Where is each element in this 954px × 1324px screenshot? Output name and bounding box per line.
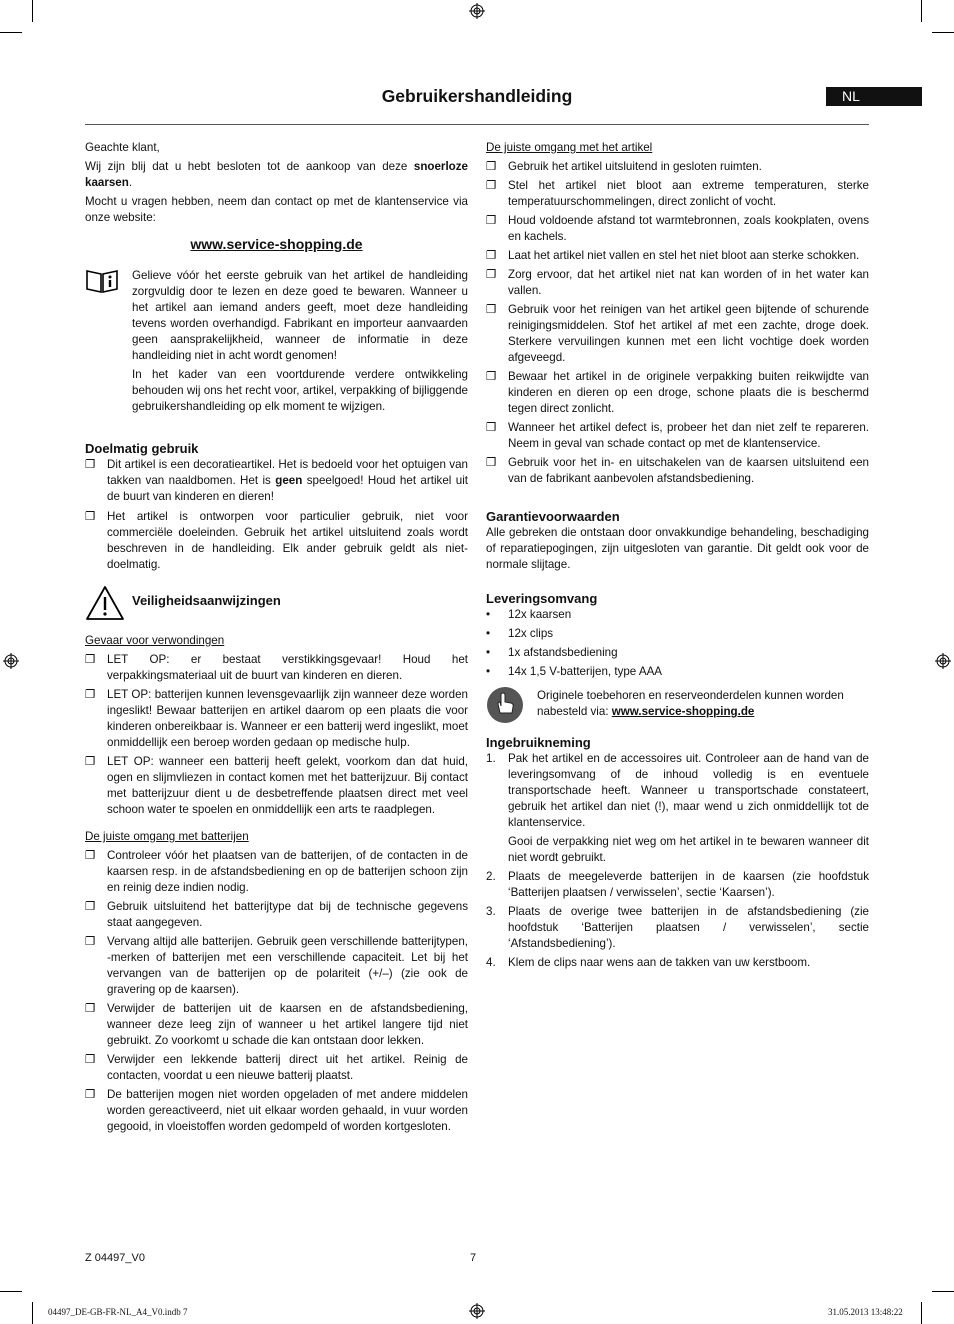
registration-mark-icon [469,3,485,19]
section-title-garantie: Garantievoorwaarden [486,509,620,524]
document-code: Z 04497_V0 [85,1252,145,1264]
step-item: 3. Plaats de overige twee batterijen in de afstandsbediening (zie hoofdstuk ‘Batterijen plaatsen / verwisselen’, sectie ‘Afstandsbediening’). [486,905,869,950]
list-item: ❐ Controleer vóór het plaatsen van de batterijen, of de contacten in de kaarsen resp. in de afstandsbediening en op de batterijen schoon zijn en reinig deze indien nodig. [85,849,468,894]
list-item: ❐ LET OP: batterijen kunnen levensgevaarlijk zijn wanneer deze worden ingeslikt! Bewaar batterijen en artikel daarom op een plaats die voor kinderen onbereikbaar is. Wanneer er een batterij werd ingeslikt, moet onmiddellijk een beroep worden gedaan op medische hulp. [85,688,468,749]
section-title-ingebruik: Ingebruikneming [486,735,591,750]
list-item: ❐ Stel het artikel niet bloot aan extreme temperaturen, sterke temperatuurschommelingen, direct zonlicht of vocht. [486,179,869,208]
step-item: 2. Plaats de meegeleverde batterijen in de kaarsen (zie hoofdstuk ‘Batterijen plaatsen / verwisselen’, sectie ‘Kaarsen’). [486,870,869,899]
list-item: ❐ Verwijder de batterijen uit de kaarsen en de afstandsbediening, wanneer deze leeg zijn of wanneer u het artikel langere tijd niet gebruikt. Zo voorkomt u schade die kan ontstaan door lekken. [85,1002,468,1047]
section-title-doelmatig: Doelmatig gebruik [85,441,199,456]
step-item: 4. Klem de clips naar wens aan de takken van uw kerstboom. [486,956,811,969]
read-manual-icon [85,268,119,294]
safety-heading [85,581,468,621]
list-item: ❐ Houd voldoende afstand tot warmtebronnen, zoals kookplaten, ovens en kachels. [486,214,869,243]
battery-list [85,848,468,1135]
checkbox-bullet-icon: ❐ [85,653,96,666]
section-title-levering: Leveringsomvang [486,591,598,606]
print-timestamp: 31.05.2013 13:48:22 [828,1307,903,1317]
step-item: 1. Pak het artikel en de accessoires uit. Controleer aan de hand van de leveringsomvang of de inhoud volledig is en eventuele transportschade heeft. Wanneer u transportschade constateert, gebruik het artikel dan niet (!), maar wend u zich onmiddellijk tot de klantenservice. Gooi de verpakking niet weg om het artikel in te bewaren wanneer dit niet wordt gebruikt. [486,752,869,864]
list-item: ❐ Gebruik voor het in- en uitschakelen van de kaarsen uitsluitend een van de fabrikant aanbevolen afstandsbediening. [486,456,869,485]
checkbox-bullet-icon: ❐ [486,303,497,316]
greeting: Geachte klant, [85,141,160,154]
checkbox-bullet-icon: ❐ [486,268,497,281]
list-item: ❐ Gebruik voor het reinigen van het artikel geen bijtende of schurende reinigingsmiddelen. Stof het artikel af met een zachte, droge doek. Sterkere vervuilingen kunnen met een licht vochtige doek worden afgeveegd. [486,303,869,364]
checkbox-bullet-icon: ❐ [486,160,497,173]
intro-url-line [85,236,468,252]
crop-mark [0,32,22,33]
crop-mark [32,0,33,22]
list-item: • 12x clips [486,627,554,640]
checkbox-bullet-icon: ❐ [486,370,497,383]
checkbox-bullet-icon: ❐ [486,249,497,262]
list-item: ❐ De batterijen mogen niet worden opgeladen of met andere middelen worden gereactiveerd, niet uit elkaar worden gehaald, in vuur worden gegooid, in vloeistoffen worden gedompeld of worden kortgesloten. [85,1088,468,1133]
list-item: ❐ Dit artikel is een decoratieartikel. Het is bedoeld voor het optuigen van takken van naaldbomen. Het is geen speelgoed! Houd het artikel uit de buurt van kinderen en dieren! [85,458,468,503]
list-item: • 1x afstandsbediening [486,646,618,659]
manual-note [85,268,468,415]
page-number: 7 [470,1252,477,1264]
right-column [486,140,869,971]
checkbox-bullet-icon: ❐ [85,688,96,701]
garantie-text: Alle gebreken die ontstaan door onvakkundige behandeling, beschadiging of reparatiepogingen, zijn uitgesloten van garantie. Dit geldt ook voor de normale slijtage. [486,526,869,571]
subsection-title: De juiste omgang met het artikel [486,141,653,154]
service-url-link[interactable]: www.service-shopping.de [611,705,755,718]
checkbox-bullet-icon: ❐ [85,458,96,471]
list-item: • 14x 1,5 V-batterijen, type AAA [486,665,663,678]
checkbox-bullet-icon: ❐ [85,510,96,523]
manual-note-text-2: In het kader van een voortdurende verdere ontwikkeling behouden wij ons het recht voor, artikel, verpakking of bijliggende gebruikershandleiding op elk moment te wijzigen. [132,368,468,413]
checkbox-bullet-icon: ❐ [85,1088,96,1101]
injury-list [85,652,468,818]
service-url-link[interactable]: www.service-shopping.de [190,236,363,252]
subsection-title: Gevaar voor verwondingen [85,634,225,647]
warning-triangle-icon [85,585,125,621]
steps-list [486,751,869,971]
page-title: Gebruikershandleiding [381,86,573,106]
registration-mark-icon [469,1303,485,1319]
list-item: ❐ Vervang altijd alle batterijen. Gebruik geen verschillende batterijtypen, -merken of batterijen met een verschillende capaciteit. Let bij het vervangen van de batterijen op de polariteit (+/–) (zie ook de gravering op de kaarsen). [85,935,468,996]
header-divider [85,124,869,125]
doelmatig-list [85,457,468,573]
list-item: ❐ LET OP: wanneer een batterij heeft gelekt, voorkom dan dat huid, ogen en slijmvliezen in contact komen met het batterijzuur. Bij contact met batterijzuur dient u de desbetreffende plaatsen direct met veel schoon water te spoelen en onmiddellijk een arts te raadplegen. [85,755,468,816]
registration-mark-icon [935,653,951,669]
list-item: ❐ Het artikel is ontworpen voor particulier gebruik, niet voor commerciële doeleinden. Gebruik het artikel uitsluitend zoals wordt beschreven in de handleiding. Elk ander gebruik geldt als niet-doelmatig. [85,510,468,571]
hand-pointer-icon [486,686,524,724]
crop-mark [932,1291,954,1292]
delivery-list [486,607,869,680]
list-item: ❐ Bewaar het artikel in de originele verpakking buiten reikwijdte van kinderen en dieren op een droge, schone plaats die is beschermd tegen direct zonlicht. [486,370,869,415]
list-item: ❐ LET OP: er bestaat verstikkingsgevaar! Houd het verpakkingsmateriaal uit de buurt van kinderen en dieren. [85,653,468,682]
list-item: ❐ Gebruik het artikel uitsluitend in gesloten ruimten. [486,160,762,173]
intro-paragraph: Wij zijn blij dat u hebt besloten tot de aankoop van deze snoerloze kaarsen. [85,160,468,189]
list-item: ❐ Zorg ervoor, dat het artikel niet nat kan worden of in het water kan vallen. [486,268,869,297]
manual-note-text: Gelieve vóór het eerste gebruik van het artikel de handleiding zorgvuldig door te lezen en deze goed te bewaren. Wanneer u het artikel aan iemand anders geeft, moet deze handleiding tevens worden overhandigd. Fabrikant en importeur aanvaarden geen aansprakelijkheid, wanneer de informatie in deze handleiding niet in acht wordt genomen! [132,269,468,362]
section-title-veiligheid: Veiligheidsaanwijzingen [132,593,281,608]
checkbox-bullet-icon: ❐ [85,935,96,948]
checkbox-bullet-icon: ❐ [85,755,96,768]
article-list [486,159,869,487]
list-item: ❐ Verwijder een lekkende batterij direct uit het artikel. Reinig de contacten, voordat u een nieuwe batterij plaatst. [85,1053,468,1082]
crop-mark [932,32,954,33]
file-slug: 04497_DE-GB-FR-NL_A4_V0.indb 7 [48,1307,188,1317]
checkbox-bullet-icon: ❐ [486,179,497,192]
reorder-note-text: Originele toebehoren en reserveonderdelen kunnen worden nabesteld via: www.service-shopping.de [537,689,844,718]
checkbox-bullet-icon: ❐ [486,456,497,469]
reorder-note [486,686,869,724]
subsection-title: De juiste omgang met batterijen [85,830,249,843]
list-item: ❐ Laat het artikel niet vallen en stel het niet bloot aan sterke schokken. [486,249,860,262]
crop-mark [0,1291,22,1292]
checkbox-bullet-icon: ❐ [85,1053,96,1066]
crop-mark [32,1302,33,1324]
language-badge: NL [826,87,922,106]
checkbox-bullet-icon: ❐ [486,214,497,227]
left-column [85,140,468,1135]
list-item: ❐ Wanneer het artikel defect is, probeer het dan niet zelf te repareren. Neem in geval van schade contact op met de klantenservice. [486,421,869,450]
checkbox-bullet-icon: ❐ [85,1002,96,1015]
intro-contact-paragraph: Mocht u vragen hebben, neem dan contact op met de klantenservice via onze website: [85,195,468,224]
checkbox-bullet-icon: ❐ [85,849,96,862]
crop-mark [921,1302,922,1324]
checkbox-bullet-icon: ❐ [486,421,497,434]
list-item: • 12x kaarsen [486,608,572,621]
list-item: ❐ Gebruik uitsluitend het batterijtype dat bij de technische gegevens staat aangegeven. [85,900,468,929]
checkbox-bullet-icon: ❐ [85,900,96,913]
registration-mark-icon [3,653,19,669]
crop-mark [921,0,922,22]
